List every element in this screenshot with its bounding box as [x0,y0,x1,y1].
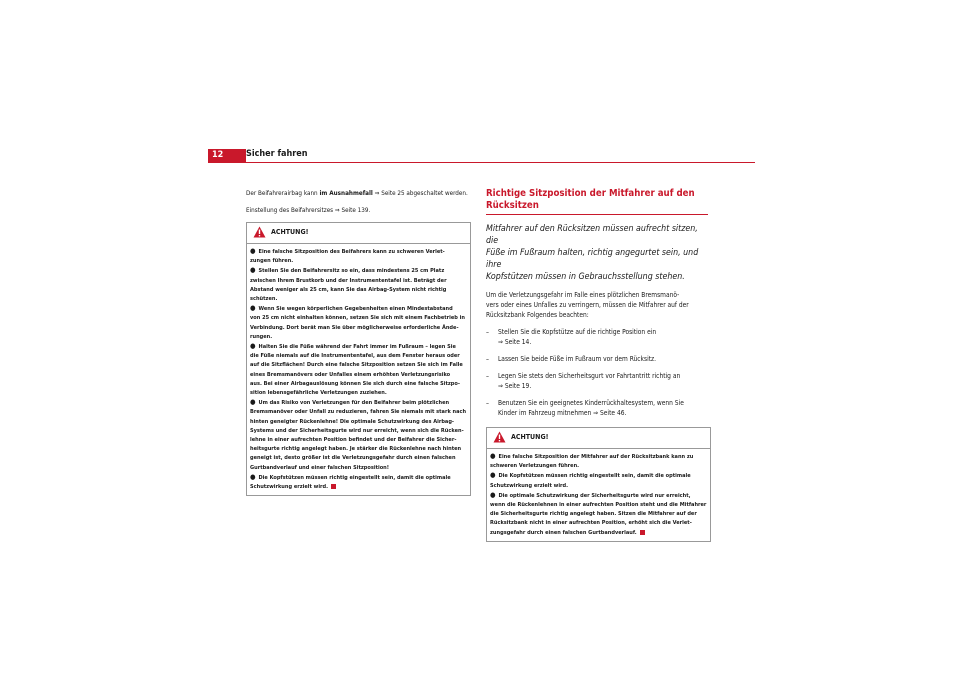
text-line: schweren Verletzungen führen. [490,463,580,470]
para1-emphasis: im Ausnahmefall [319,190,373,197]
para1-link[interactable]: ⇒ Seite 25 abgeschaltet werden. [372,190,468,197]
text-line: hinten geneigter Rückenlehne! Die optimale Schutzwirkung des Airbag- [250,418,455,425]
right-column [486,188,711,542]
dash-marker: – [486,399,489,407]
bullet-icon: ● [490,490,496,499]
header-rule [208,162,755,163]
warning-title: ACHTUNG! [271,228,309,236]
text-line: ⇒ Seite 14. [498,338,532,346]
text-line: Die Kopfstützen müssen richtig eingestellt sein, damit die optimale [498,473,691,480]
bullet-icon: ● [490,471,496,480]
warning-item [490,471,707,490]
text-line: Kopfstützen müssen in Gebrauchsstellung stehen. [486,272,685,282]
bullet-icon: ● [490,452,496,460]
end-square-icon [640,530,645,535]
bullet-icon: ● [250,398,256,407]
end-square-icon [331,484,336,489]
text-line: Abstand weniger als 25 cm, kann Sie das Airbag-System nicht richtig [250,286,447,293]
warning-item [250,266,467,304]
section-intro [486,290,711,320]
text-line: Schutzwirkung erzielt wird. [250,484,329,491]
dash-marker: – [486,328,489,336]
text-line: Kinder im Fahrzeug mitnehmen ⇒ Seite 46. [498,409,627,417]
text-line: vers oder eines Unfalles zu verringern, müssen die Mitfahrer auf der [486,301,689,309]
left-column [246,189,471,496]
warning-item [490,491,707,538]
text-line: Die Kopfstützen müssen richtig eingestellt sein, damit die optimale [258,474,451,481]
text-line: zwischen Ihrem Brustkorb und der Instrumententafel ist. Beträgt der [250,277,447,284]
text-line: Wenn Sie wegen körperlichen Gegebenheiten einen Mindestabstand [258,306,453,313]
warning-triangle-icon [253,226,266,238]
para1-text: Der Beifahrerairbag kann [246,190,320,197]
paragraph-seat-adjustment: Einstellung des Beifahrersitzes ⇒ Seite 139. [246,206,371,214]
warning-item [250,304,467,342]
text-line: heitsgurte richtig angelegt haben. Je stärker die Rückenlehne nach hinten [250,446,462,453]
text-line: geneigt ist, desto größer ist die Verletzungsgefahr durch einen falschen [250,455,456,462]
text-line: Rücksitzbank Folgendes beachten: [486,311,589,319]
warning-list [247,244,470,495]
text-line: von 25 cm nicht einhalten können, setzen Sie sich mit einem Fachbetrieb in [250,315,465,322]
paragraph-passenger-airbag [246,189,471,199]
text-line: Mitfahrer auf den Rücksitzen müssen aufrecht sitzen, die [486,224,698,246]
text-line: schützen. [250,296,278,303]
step-item [486,354,711,364]
text-line: die Füße niemals auf die Instrumententafel, aus dem Fenster heraus oder [250,353,460,360]
text-line: Stellen Sie die Kopfstütze auf die richtige Position ein [498,328,657,336]
text-line: wenn die Rückenlehnen in einer aufrechten Position steht und die Mitfahrer [490,502,707,509]
text-line: zungsgefahr durch einen falschen Gurtbandverlauf. [490,529,637,536]
text-line: auf die Sitzflächen! Durch eine falsche Sitzposition setzen Sie sich im Falle [250,362,463,369]
text-line: rungen. [250,333,273,340]
warning-item [250,473,467,492]
warning-box-front [246,222,471,496]
page-number: 12 [212,150,224,160]
step-item [486,327,711,347]
section-lead [486,223,711,283]
step-item [486,371,711,391]
bullet-icon: ● [250,304,256,313]
text-line: Benutzen Sie ein geeignetes Kinderrückhaltesystem, wenn Sie [498,399,684,407]
text-line: Eine falsche Sitzposition des Beifahrers kann zu schweren Verlet- [258,249,445,255]
bullet-icon: ● [250,342,256,351]
section-heading-rule [486,214,708,215]
warning-item [250,398,467,473]
chapter-title: Sicher fahren [246,149,308,159]
text-line: Schutzwirkung erzielt wird. [490,482,569,489]
warning-item [490,452,707,471]
text-line: sition lebensgefährliche Verletzungen zuziehen. [250,390,387,397]
text-line: aus. Bei einer Airbagauslösung können Sie sich durch eine falsche Sitzpo- [250,380,460,387]
text-line: lehne in einer aufrechten Position befindet und der Beifahrer die Sicher- [250,437,457,444]
text-line: Gurtbandverlauf und einer falschen Sitzposition! [250,464,390,471]
text-line: Systems und der Sicherheitsgurte wird nur erreicht, wenn sich die Rücken- [250,427,464,434]
dash-marker: – [486,355,489,363]
warning-list [487,449,710,541]
text-line: Um die Verletzungsgefahr im Falle eines plötzlichen Bremsmanö- [486,291,680,299]
warning-box-rear [486,427,711,542]
step-list [486,327,711,418]
text-line: Stellen Sie den Beifahrersitz so ein, dass mindestens 25 cm Platz [258,268,445,275]
text-line: Verbindung. Dort berät man Sie über möglicherweise erforderliche Ände- [250,324,459,331]
text-line: eines Bremsmanövers oder Unfalles einem erhöhten Verletzungsrisiko [250,371,451,378]
text-line: Um das Risiko von Verletzungen für den Beifahrer beim plötzlichen [258,400,450,407]
text-line: Lassen Sie beide Füße im Fußraum vor dem Rücksitz. [498,355,657,363]
bullet-icon: ● [250,247,256,255]
text-line: die Sicherheitsgurte richtig angelegt haben. Sitzen die Mitfahrer auf der [490,511,697,518]
warning-item [250,342,467,398]
warning-header [247,223,470,244]
text-line: Rücksitzbank nicht in einer aufrechten Position, erhöht sich die Verlet- [490,520,692,527]
text-line: Bremsmanöver oder Unfall zu reduzieren, fahren Sie niemals mit stark nach [250,409,467,416]
text-line: ⇒ Seite 19. [498,382,532,390]
warning-item [250,247,467,266]
text-line: zungen führen. [250,258,294,265]
dash-marker: – [486,372,489,380]
bullet-icon: ● [250,472,256,481]
text-line: Füße im Fußraum halten, richtig angegurtet sein, und ihre [486,248,699,270]
text-line: Die optimale Schutzwirkung der Sicherheitsgurte wird nur erreicht, [498,492,691,499]
warning-title: ACHTUNG! [511,433,549,441]
text-line: Halten Sie die Füße während der Fahrt immer im Fußraum – legen Sie [258,344,456,351]
section-heading: Richtige Sitzposition der Mitfahrer auf den Rücksitzen [486,188,695,211]
text-line: Legen Sie stets den Sicherheitsgurt vor Fahrtantritt richtig an [498,372,681,380]
bullet-icon: ● [250,266,256,275]
warning-triangle-icon [493,431,506,443]
warning-header [487,428,710,449]
text-line: Eine falsche Sitzposition der Mitfahrer auf der Rücksitzbank kann zu [498,454,694,460]
step-item [486,398,711,418]
